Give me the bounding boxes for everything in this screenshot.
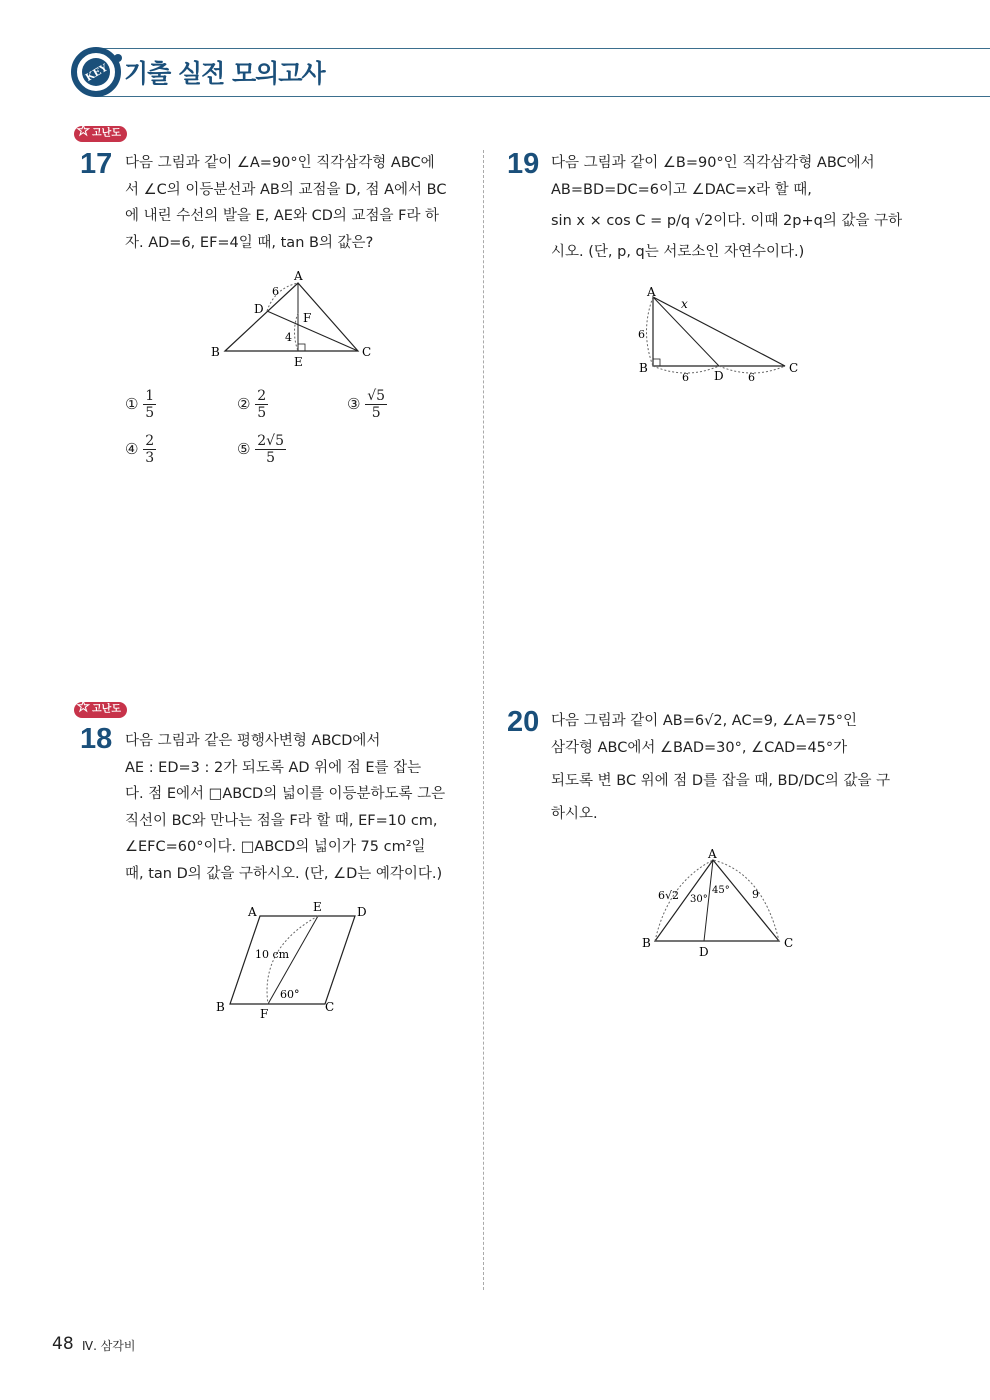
label-E: E — [294, 355, 303, 368]
label-D: D — [699, 945, 709, 959]
label-AD: 6 — [272, 285, 279, 298]
q20-line: 되도록 변 BC 위에 점 D를 잡을 때, BD/DC의 값을 구 — [551, 773, 891, 789]
q20-line: 삼각형 ABC에서 ∠BAD=30°, ∠CAD=45°가 — [551, 739, 848, 756]
choice-2[interactable] — [237, 388, 268, 421]
q19-line: AB=BD=DC=6이고 ∠DAC=x라 할 때, — [551, 181, 812, 198]
label-C: C — [325, 1000, 335, 1014]
question-17-text — [125, 150, 446, 256]
question-number: 19 — [507, 148, 540, 180]
label-D: D — [714, 369, 724, 383]
label-A: A — [248, 905, 257, 919]
label-A: A — [294, 269, 303, 283]
page-number: 48 — [52, 1334, 74, 1354]
label-D: D — [357, 905, 367, 919]
q18-line: ∠EFC=60°이다. □ABCD의 넓이가 75 cm²일 — [125, 839, 426, 855]
choice-4[interactable] — [125, 433, 156, 466]
fraction — [143, 433, 156, 466]
star-icon: ★ — [77, 123, 90, 139]
label-E: E — [313, 900, 322, 914]
question-number: 18 — [80, 723, 113, 755]
label-EF: 4 — [285, 331, 292, 344]
q19-line: 시오. (단, p, q는 서로소인 자연수이다.) — [551, 244, 805, 260]
label-DC: 6 — [748, 371, 755, 384]
label-BAD: 30° — [690, 894, 708, 905]
q18-line: 다. 점 E에서 □ABCD의 넓이를 이등분하도록 그은 — [125, 786, 446, 802]
label-D: D — [254, 302, 264, 316]
question-number: 17 — [80, 148, 113, 180]
q18-line: AE : ED=3 : 2가 되도록 AD 위에 점 E를 잡는 — [125, 759, 422, 776]
difficulty-badge — [74, 123, 127, 142]
denominator: 5 — [371, 405, 381, 421]
q17-line: 다음 그림과 같이 ∠A=90°인 직각삼각형 ABC에 — [125, 155, 435, 171]
question-18-text — [125, 728, 445, 887]
q19-figure — [630, 280, 810, 385]
badge-label: 고난도 — [92, 128, 121, 139]
q19-line: 다음 그림과 같이 ∠B=90°인 직각삼각형 ABC에서 — [551, 155, 875, 171]
label-B: B — [642, 936, 651, 950]
label-C: C — [789, 361, 799, 375]
q19-line: sin x × cos C = p/q √2이다. 이때 2p+q의 값을 구하 — [551, 213, 903, 229]
q20-line: 하시오. — [551, 806, 598, 822]
question-20-text — [551, 708, 890, 828]
column-divider — [483, 150, 484, 1290]
question-number: 20 — [507, 706, 540, 738]
q17-line: 자. AD=6, EF=4일 때, tan B의 값은? — [125, 234, 374, 251]
q18-figure — [210, 898, 380, 1023]
label-x: x — [681, 297, 688, 311]
numerator: √5 — [367, 388, 386, 404]
choice-mark: ④ — [125, 440, 139, 458]
label-A: A — [647, 285, 656, 299]
q18-line: 다음 그림과 같은 평행사변형 ABCD에서 — [125, 733, 381, 749]
q18-line: 때, tan D의 값을 구하시오. (단, ∠D는 예각이다.) — [125, 865, 443, 882]
page-title: 기출 실전 모의고사 — [124, 59, 325, 88]
choice-mark: ③ — [347, 395, 361, 413]
denominator: 3 — [145, 450, 155, 466]
denominator: 5 — [266, 450, 276, 466]
q18-line: 직선이 BC와 만나는 점을 F라 할 때, EF=10 cm, — [125, 812, 438, 829]
logo-text: KEY — [83, 62, 110, 84]
denominator: 5 — [257, 405, 267, 421]
label-AB: 6√2 — [658, 889, 680, 902]
label-B: B — [216, 1000, 225, 1014]
question-19-text — [551, 150, 902, 266]
label-F: F — [303, 311, 312, 325]
q17-figure — [205, 268, 385, 368]
choice-mark: ② — [237, 395, 251, 413]
denominator: 5 — [145, 405, 155, 421]
label-BD: 6 — [682, 371, 689, 384]
numerator: 1 — [145, 388, 155, 404]
choice-3[interactable] — [347, 388, 387, 421]
label-AC: 9 — [752, 888, 759, 901]
choice-mark: ⑤ — [237, 440, 251, 458]
header-rule-bottom — [95, 96, 990, 97]
choice-mark: ① — [125, 395, 139, 413]
label-C: C — [362, 345, 372, 359]
badge-label: 고난도 — [92, 704, 121, 715]
fraction — [255, 433, 286, 466]
label-C: C — [784, 936, 794, 950]
difficulty-badge — [74, 699, 127, 718]
label-AB: 6 — [638, 328, 645, 341]
star-icon: ★ — [77, 699, 90, 715]
choice-1[interactable] — [125, 388, 156, 421]
label-F: F — [260, 1007, 269, 1021]
label-B: B — [639, 361, 648, 375]
label-angle: 60° — [280, 988, 300, 1001]
fraction — [255, 388, 268, 421]
numerator: 2 — [145, 433, 155, 449]
numerator: 2√5 — [257, 433, 284, 449]
q17-line: 서 ∠C의 이등분선과 AB의 교점을 D, 점 A에서 BC — [125, 181, 447, 198]
q20-figure — [638, 843, 808, 963]
key-logo-icon — [70, 44, 126, 100]
label-CAD: 45° — [712, 885, 730, 896]
numerator: 2 — [257, 388, 267, 404]
fraction — [143, 388, 156, 421]
q20-line: 다음 그림과 같이 AB=6√2, AC=9, ∠A=75°인 — [551, 713, 857, 729]
fraction — [365, 388, 387, 421]
label-EF: 10 cm — [255, 948, 290, 961]
label-A: A — [708, 847, 717, 861]
q17-line: 에 내린 수선의 발을 E, AE와 CD의 교점을 F라 하 — [125, 208, 440, 224]
choice-5[interactable] — [237, 433, 286, 466]
header-rule-top — [95, 48, 990, 49]
section-label: Ⅳ. 삼각비 — [82, 1339, 136, 1353]
label-B: B — [211, 345, 220, 359]
